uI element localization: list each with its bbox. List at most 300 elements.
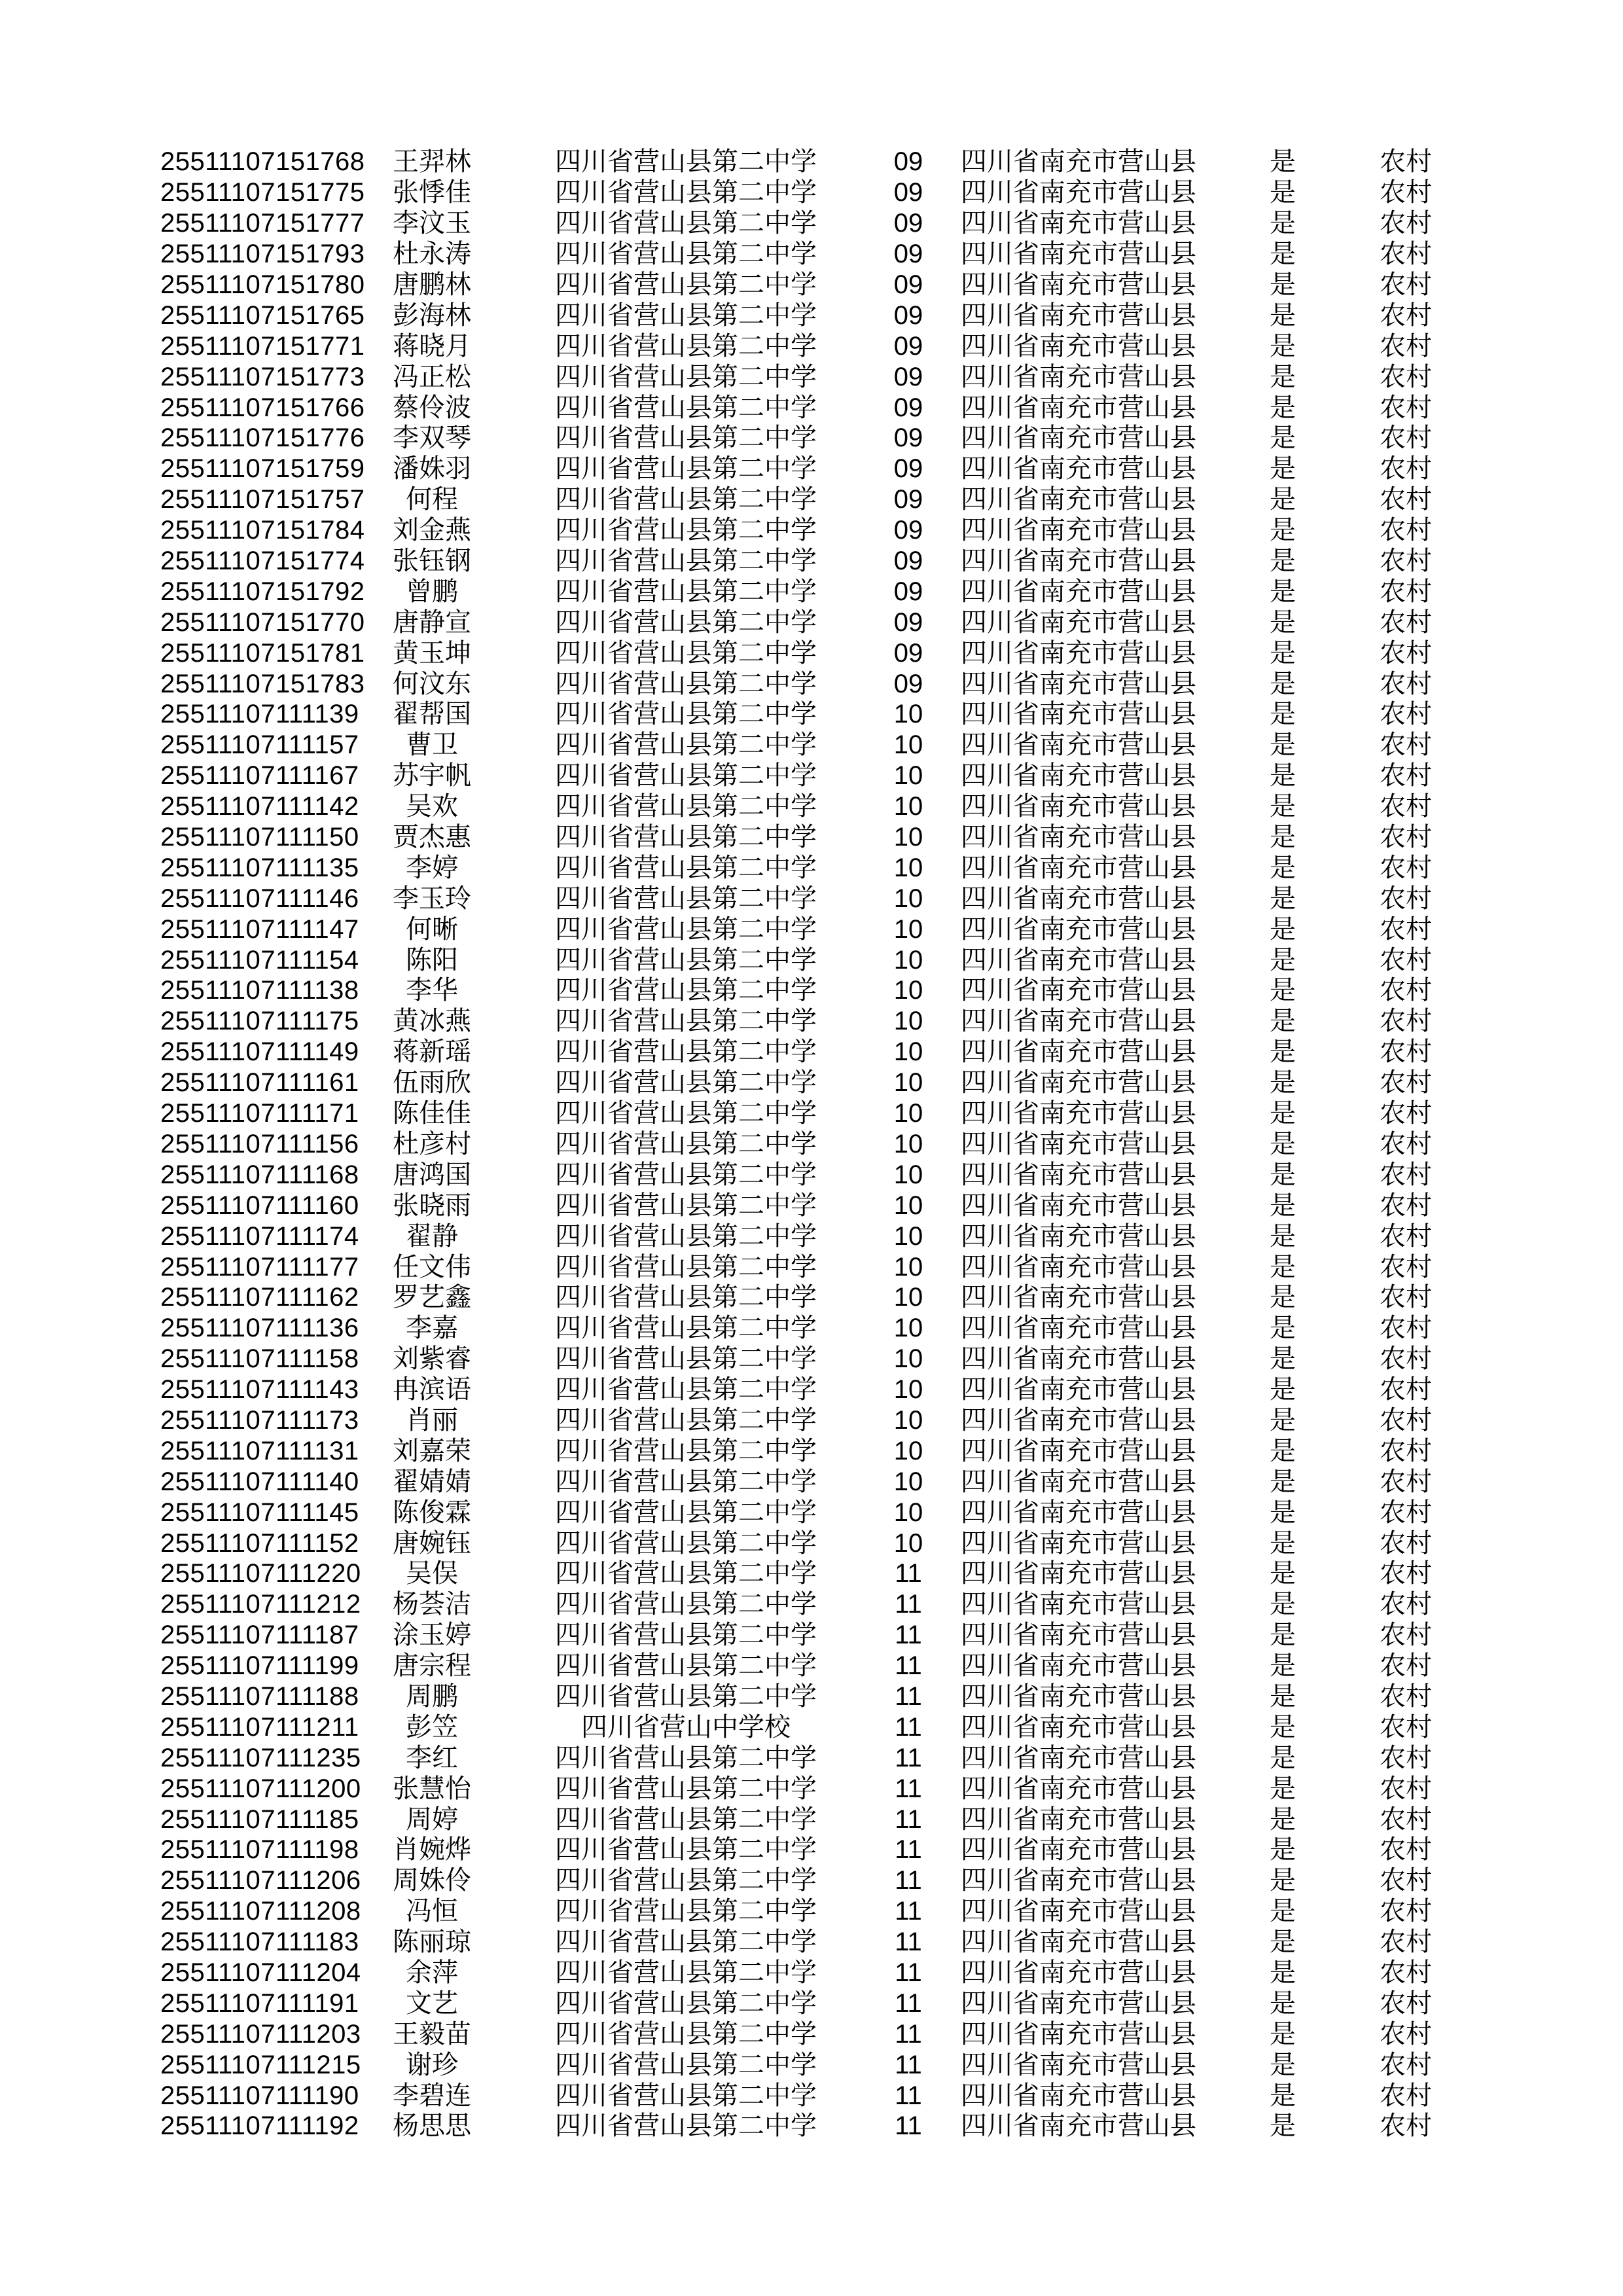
cell-school: 四川省营山县第二中学	[555, 516, 817, 545]
cell-school: 四川省营山县第二中学	[555, 1651, 817, 1681]
table-row	[0, 699, 1623, 730]
cell-exam-id: 25511107111146	[160, 884, 359, 913]
cell-district: 四川省南充市营山县	[961, 270, 1196, 299]
cell-student-name: 刘金燕	[393, 516, 471, 545]
table-row	[0, 515, 1623, 546]
cell-grade-code: 11	[895, 1928, 922, 1957]
cell-area-type: 农村	[1380, 1375, 1432, 1405]
cell-student-name: 唐静宣	[393, 607, 471, 637]
cell-grade-code: 10	[893, 1405, 923, 1435]
cell-grade-code: 09	[893, 607, 923, 637]
cell-district: 四川省南充市营山县	[961, 1007, 1196, 1036]
cell-grade-code: 09	[893, 638, 923, 668]
cell-student-name: 陈俊霖	[393, 1498, 471, 1527]
table-row	[0, 730, 1623, 761]
cell-school: 四川省营山县第二中学	[555, 607, 817, 637]
cell-district: 四川省南充市营山县	[961, 547, 1196, 576]
cell-school: 四川省营山县第二中学	[555, 547, 817, 576]
cell-school: 四川省营山中学校	[581, 1712, 791, 1742]
cell-area-type: 农村	[1380, 761, 1432, 791]
cell-grade-code: 10	[893, 1436, 923, 1465]
cell-district: 四川省南充市营山县	[961, 1590, 1196, 1619]
cell-school: 四川省营山县第二中学	[555, 1375, 817, 1405]
cell-area-type: 农村	[1380, 1007, 1432, 1036]
cell-grade-code: 09	[893, 393, 923, 422]
cell-area-type: 农村	[1380, 1037, 1432, 1067]
cell-school: 四川省营山县第二中学	[555, 1804, 817, 1834]
cell-residence-flag: 是	[1270, 1621, 1296, 1650]
cell-student-name: 唐鸿国	[393, 1160, 471, 1189]
cell-school: 四川省营山县第二中学	[555, 1681, 817, 1711]
cell-student-name: 杜彦村	[393, 1129, 471, 1158]
cell-student-name: 陈丽琼	[393, 1928, 471, 1957]
cell-area-type: 农村	[1380, 1897, 1432, 1926]
cell-district: 四川省南充市营山县	[961, 1804, 1196, 1834]
cell-residence-flag: 是	[1270, 1651, 1296, 1681]
cell-residence-flag: 是	[1270, 761, 1296, 791]
cell-school: 四川省营山县第二中学	[555, 945, 817, 975]
cell-district: 四川省南充市营山县	[961, 2019, 1196, 2049]
cell-grade-code: 10	[893, 853, 923, 882]
cell-school: 四川省营山县第二中学	[555, 1252, 817, 1282]
cell-school: 四川省营山县第二中学	[555, 976, 817, 1005]
cell-grade-code: 11	[895, 1897, 922, 1926]
cell-district: 四川省南充市营山县	[961, 147, 1196, 177]
cell-grade-code: 10	[893, 1467, 923, 1496]
cell-grade-code: 10	[893, 1498, 923, 1527]
cell-area-type: 农村	[1380, 1804, 1432, 1834]
cell-area-type: 农村	[1380, 240, 1432, 269]
cell-exam-id: 25511107111174	[160, 1221, 359, 1251]
cell-student-name: 肖丽	[406, 1405, 458, 1435]
cell-school: 四川省营山县第二中学	[555, 1467, 817, 1496]
table-row	[0, 1221, 1623, 1251]
cell-grade-code: 11	[895, 1866, 922, 1895]
cell-school: 四川省营山县第二中学	[555, 884, 817, 913]
cell-school: 四川省营山县第二中学	[555, 1743, 817, 1772]
cell-area-type: 农村	[1380, 1712, 1432, 1742]
cell-student-name: 任文伟	[393, 1252, 471, 1282]
cell-residence-flag: 是	[1270, 1712, 1296, 1742]
table-row	[0, 484, 1623, 515]
cell-grade-code: 10	[893, 1191, 923, 1220]
table-row	[0, 177, 1623, 208]
cell-exam-id: 25511107111220	[160, 1559, 361, 1588]
cell-district: 四川省南充市营山县	[961, 976, 1196, 1005]
cell-exam-id: 25511107111190	[160, 2081, 359, 2110]
cell-area-type: 农村	[1380, 1528, 1432, 1558]
cell-grade-code: 09	[893, 423, 923, 453]
table-row	[0, 1896, 1623, 1927]
cell-residence-flag: 是	[1270, 1252, 1296, 1282]
cell-exam-id: 25511107151771	[160, 331, 365, 361]
cell-student-name: 刘紫睿	[393, 1344, 471, 1374]
cell-residence-flag: 是	[1270, 1436, 1296, 1465]
cell-exam-id: 25511107111156	[160, 1129, 359, 1158]
cell-residence-flag: 是	[1270, 823, 1296, 852]
cell-grade-code: 11	[895, 1804, 922, 1834]
cell-area-type: 农村	[1380, 853, 1432, 882]
cell-area-type: 农村	[1380, 1559, 1432, 1588]
cell-area-type: 农村	[1380, 1621, 1432, 1650]
cell-residence-flag: 是	[1270, 1314, 1296, 1343]
cell-area-type: 农村	[1380, 2019, 1432, 2049]
cell-area-type: 农村	[1380, 1681, 1432, 1711]
cell-grade-code: 09	[893, 270, 923, 299]
cell-exam-id: 25511107151766	[160, 393, 365, 422]
cell-exam-id: 25511107111138	[160, 976, 359, 1005]
cell-student-name: 曾鹏	[406, 577, 458, 606]
cell-school: 四川省营山县第二中学	[555, 1928, 817, 1957]
cell-grade-code: 09	[893, 209, 923, 238]
cell-district: 四川省南充市营山县	[961, 1897, 1196, 1926]
cell-student-name: 黄玉坤	[393, 638, 471, 668]
table-row	[0, 1927, 1623, 1958]
cell-residence-flag: 是	[1270, 331, 1296, 361]
cell-exam-id: 25511107111162	[160, 1283, 359, 1312]
cell-school: 四川省营山县第二中学	[555, 1528, 817, 1558]
cell-exam-id: 25511107151757	[160, 485, 365, 514]
cell-exam-id: 25511107151768	[160, 147, 365, 177]
cell-residence-flag: 是	[1270, 1590, 1296, 1619]
cell-grade-code: 10	[893, 700, 923, 729]
cell-student-name: 吴欢	[406, 792, 458, 821]
cell-residence-flag: 是	[1270, 393, 1296, 422]
cell-residence-flag: 是	[1270, 1528, 1296, 1558]
cell-school: 四川省营山县第二中学	[555, 730, 817, 760]
cell-school: 四川省营山县第二中学	[555, 1160, 817, 1189]
cell-grade-code: 11	[895, 1681, 922, 1711]
table-row	[0, 852, 1623, 883]
cell-student-name: 陈佳佳	[393, 1099, 471, 1128]
cell-residence-flag: 是	[1270, 607, 1296, 637]
cell-residence-flag: 是	[1270, 1283, 1296, 1312]
cell-district: 四川省南充市营山县	[961, 1866, 1196, 1895]
cell-area-type: 农村	[1380, 331, 1432, 361]
cell-residence-flag: 是	[1270, 1774, 1296, 1803]
cell-exam-id: 25511107111149	[160, 1037, 359, 1067]
cell-district: 四川省南充市营山县	[961, 1099, 1196, 1128]
cell-student-name: 翟帮国	[393, 700, 471, 729]
cell-district: 四川省南充市营山县	[961, 300, 1196, 330]
cell-residence-flag: 是	[1270, 1375, 1296, 1405]
table-row	[0, 300, 1623, 331]
cell-student-name: 唐鹏林	[393, 270, 471, 299]
cell-exam-id: 25511107111158	[160, 1344, 359, 1374]
cell-student-name: 蔡伶波	[393, 393, 471, 422]
cell-exam-id: 25511107151759	[160, 454, 365, 484]
cell-school: 四川省营山县第二中学	[555, 669, 817, 698]
cell-student-name: 蒋新瑶	[393, 1037, 471, 1067]
cell-grade-code: 11	[895, 1590, 922, 1619]
cell-area-type: 农村	[1380, 607, 1432, 637]
cell-school: 四川省营山县第二中学	[555, 1129, 817, 1158]
cell-school: 四川省营山县第二中学	[555, 300, 817, 330]
cell-grade-code: 10	[893, 1252, 923, 1282]
cell-exam-id: 25511107111211	[160, 1712, 359, 1742]
cell-residence-flag: 是	[1270, 270, 1296, 299]
cell-grade-code: 10	[893, 1344, 923, 1374]
cell-area-type: 农村	[1380, 1988, 1432, 2018]
table-row	[0, 1159, 1623, 1190]
cell-district: 四川省南充市营山县	[961, 1528, 1196, 1558]
cell-residence-flag: 是	[1270, 2019, 1296, 2049]
cell-area-type: 农村	[1380, 730, 1432, 760]
cell-exam-id: 25511107151777	[160, 209, 365, 238]
table-row	[0, 2080, 1623, 2111]
table-row	[0, 883, 1623, 914]
cell-district: 四川省南充市营山县	[961, 2050, 1196, 2079]
cell-residence-flag: 是	[1270, 1958, 1296, 1987]
cell-student-name: 彭笠	[406, 1712, 458, 1742]
cell-student-name: 何晰	[406, 914, 458, 944]
cell-student-name: 李华	[406, 976, 458, 1005]
cell-area-type: 农村	[1380, 1283, 1432, 1312]
cell-exam-id: 25511107151774	[160, 547, 365, 576]
cell-area-type: 农村	[1380, 1774, 1432, 1803]
cell-exam-id: 25511107111136	[160, 1314, 359, 1343]
cell-student-name: 唐宗程	[393, 1651, 471, 1681]
cell-district: 四川省南充市营山县	[961, 669, 1196, 698]
cell-grade-code: 10	[893, 1314, 923, 1343]
cell-school: 四川省营山县第二中学	[555, 423, 817, 453]
table-row	[0, 1313, 1623, 1344]
cell-district: 四川省南充市营山县	[961, 2081, 1196, 2110]
cell-district: 四川省南充市营山县	[961, 1375, 1196, 1405]
cell-grade-code: 11	[895, 1958, 922, 1987]
cell-grade-code: 09	[893, 454, 923, 484]
cell-area-type: 农村	[1380, 147, 1432, 177]
cell-grade-code: 10	[893, 1099, 923, 1128]
table-row	[0, 668, 1623, 699]
cell-district: 四川省南充市营山县	[961, 1160, 1196, 1189]
cell-school: 四川省营山县第二中学	[555, 1621, 817, 1650]
cell-district: 四川省南充市营山县	[961, 1651, 1196, 1681]
cell-area-type: 农村	[1380, 1590, 1432, 1619]
table-row	[0, 1712, 1623, 1742]
cell-student-name: 张晓雨	[393, 1191, 471, 1220]
cell-district: 四川省南充市营山县	[961, 1314, 1196, 1343]
cell-grade-code: 11	[895, 1712, 922, 1742]
cell-school: 四川省营山县第二中学	[555, 1988, 817, 2018]
table-row	[0, 1558, 1623, 1589]
cell-area-type: 农村	[1380, 270, 1432, 299]
cell-exam-id: 25511107111171	[160, 1099, 359, 1128]
cell-district: 四川省南充市营山县	[961, 1252, 1196, 1282]
table-row	[0, 1067, 1623, 1098]
cell-school: 四川省营山县第二中学	[555, 209, 817, 238]
cell-residence-flag: 是	[1270, 1804, 1296, 1834]
cell-grade-code: 09	[893, 516, 923, 545]
cell-exam-id: 25511107111150	[160, 823, 359, 852]
cell-grade-code: 10	[893, 914, 923, 944]
cell-school: 四川省营山县第二中学	[555, 1866, 817, 1895]
table-row	[0, 546, 1623, 577]
cell-student-name: 李碧连	[393, 2081, 471, 2110]
cell-district: 四川省南充市营山县	[961, 853, 1196, 882]
cell-area-type: 农村	[1380, 2111, 1432, 2141]
cell-exam-id: 25511107111135	[160, 853, 359, 882]
cell-residence-flag: 是	[1270, 240, 1296, 269]
cell-exam-id: 25511107111235	[160, 1743, 361, 1772]
table-row	[0, 331, 1623, 361]
table-row	[0, 239, 1623, 270]
student-table	[0, 147, 1623, 2142]
cell-district: 四川省南充市营山县	[961, 792, 1196, 821]
cell-student-name: 贾杰惠	[393, 823, 471, 852]
cell-district: 四川省南充市营山县	[961, 485, 1196, 514]
cell-district: 四川省南充市营山县	[961, 1681, 1196, 1711]
cell-student-name: 张慧怡	[393, 1774, 471, 1803]
cell-area-type: 农村	[1380, 1436, 1432, 1465]
cell-area-type: 农村	[1380, 1314, 1432, 1343]
table-row	[0, 1804, 1623, 1835]
table-row	[0, 1865, 1623, 1896]
table-row	[0, 944, 1623, 975]
cell-grade-code: 09	[893, 547, 923, 576]
cell-grade-code: 09	[893, 362, 923, 391]
cell-residence-flag: 是	[1270, 1928, 1296, 1957]
cell-district: 四川省南充市营山县	[961, 1774, 1196, 1803]
cell-residence-flag: 是	[1270, 1988, 1296, 2018]
cell-district: 四川省南充市营山县	[961, 1191, 1196, 1220]
cell-exam-id: 25511107111188	[160, 1681, 359, 1711]
cell-grade-code: 10	[893, 761, 923, 791]
cell-area-type: 农村	[1380, 454, 1432, 484]
cell-exam-id: 25511107111173	[160, 1405, 359, 1435]
table-row	[0, 423, 1623, 454]
cell-area-type: 农村	[1380, 362, 1432, 391]
table-row	[0, 1374, 1623, 1405]
cell-grade-code: 10	[893, 823, 923, 852]
cell-student-name: 潘姝羽	[393, 454, 471, 484]
cell-school: 四川省营山县第二中学	[555, 1590, 817, 1619]
table-row	[0, 822, 1623, 853]
cell-residence-flag: 是	[1270, 1160, 1296, 1189]
cell-grade-code: 09	[893, 300, 923, 330]
cell-district: 四川省南充市营山县	[961, 761, 1196, 791]
cell-area-type: 农村	[1380, 2081, 1432, 2110]
cell-student-name: 冉滨语	[393, 1375, 471, 1405]
cell-school: 四川省营山县第二中学	[555, 1835, 817, 1865]
cell-grade-code: 09	[893, 147, 923, 177]
table-row	[0, 1190, 1623, 1221]
table-row	[0, 1528, 1623, 1558]
cell-district: 四川省南充市营山县	[961, 823, 1196, 852]
cell-area-type: 农村	[1380, 547, 1432, 576]
cell-student-name: 王羿林	[393, 147, 471, 177]
cell-school: 四川省营山县第二中学	[555, 270, 817, 299]
cell-exam-id: 25511107151773	[160, 362, 365, 391]
cell-student-name: 何程	[406, 485, 458, 514]
cell-district: 四川省南充市营山县	[961, 178, 1196, 207]
cell-school: 四川省营山县第二中学	[555, 1559, 817, 1588]
table-row	[0, 392, 1623, 423]
cell-student-name: 王毅苗	[393, 2019, 471, 2049]
cell-district: 四川省南充市营山县	[961, 1835, 1196, 1865]
cell-district: 四川省南充市营山县	[961, 393, 1196, 422]
cell-student-name: 张悸佳	[393, 178, 471, 207]
cell-exam-id: 25511107151784	[160, 516, 365, 545]
cell-student-name: 罗艺鑫	[393, 1283, 471, 1312]
cell-student-name: 李双琴	[393, 423, 471, 453]
cell-student-name: 曹卫	[406, 730, 458, 760]
cell-residence-flag: 是	[1270, 178, 1296, 207]
cell-student-name: 杜永涛	[393, 240, 471, 269]
cell-exam-id: 25511107151793	[160, 240, 365, 269]
cell-residence-flag: 是	[1270, 1835, 1296, 1865]
table-row	[0, 975, 1623, 1006]
cell-school: 四川省营山县第二中学	[555, 485, 817, 514]
table-row	[0, 1282, 1623, 1313]
cell-exam-id: 25511107111145	[160, 1498, 359, 1527]
cell-exam-id: 25511107111192	[160, 2111, 359, 2141]
table-row	[0, 1589, 1623, 1620]
cell-student-name: 陈阳	[406, 945, 458, 975]
table-row	[0, 1773, 1623, 1804]
cell-exam-id: 25511107151780	[160, 270, 365, 299]
table-row	[0, 2018, 1623, 2049]
cell-student-name: 杨荟洁	[393, 1590, 471, 1619]
table-row	[0, 1681, 1623, 1712]
cell-school: 四川省营山县第二中学	[555, 1007, 817, 1036]
cell-school: 四川省营山县第二中学	[555, 792, 817, 821]
cell-area-type: 农村	[1380, 1467, 1432, 1496]
cell-district: 四川省南充市营山县	[961, 1621, 1196, 1650]
table-row	[0, 1006, 1623, 1037]
cell-residence-flag: 是	[1270, 1743, 1296, 1772]
cell-residence-flag: 是	[1270, 577, 1296, 606]
cell-district: 四川省南充市营山县	[961, 1221, 1196, 1251]
cell-district: 四川省南充市营山县	[961, 331, 1196, 361]
cell-exam-id: 25511107111131	[160, 1436, 359, 1465]
cell-exam-id: 25511107151770	[160, 607, 365, 637]
cell-area-type: 农村	[1380, 1835, 1432, 1865]
cell-area-type: 农村	[1380, 1498, 1432, 1527]
cell-grade-code: 10	[893, 884, 923, 913]
table-row	[0, 1098, 1623, 1129]
table-row	[0, 208, 1623, 239]
cell-area-type: 农村	[1380, 976, 1432, 1005]
cell-student-name: 刘嘉荣	[393, 1436, 471, 1465]
cell-district: 四川省南充市营山县	[961, 1405, 1196, 1435]
cell-grade-code: 10	[893, 976, 923, 1005]
cell-grade-code: 10	[893, 1037, 923, 1067]
cell-district: 四川省南充市营山县	[961, 638, 1196, 668]
cell-residence-flag: 是	[1270, 1221, 1296, 1251]
cell-grade-code: 09	[893, 331, 923, 361]
cell-grade-code: 11	[895, 2111, 922, 2141]
cell-student-name: 涂玉婷	[393, 1621, 471, 1650]
table-row	[0, 1344, 1623, 1374]
cell-exam-id: 25511107111177	[160, 1252, 359, 1282]
cell-area-type: 农村	[1380, 516, 1432, 545]
cell-exam-id: 25511107111204	[160, 1958, 361, 1987]
cell-district: 四川省南充市营山县	[961, 700, 1196, 729]
cell-school: 四川省营山县第二中学	[555, 1099, 817, 1128]
cell-grade-code: 10	[893, 792, 923, 821]
cell-student-name: 蒋晓月	[393, 331, 471, 361]
cell-exam-id: 25511107111154	[160, 945, 359, 975]
cell-residence-flag: 是	[1270, 1191, 1296, 1220]
cell-grade-code: 11	[895, 1559, 922, 1588]
cell-school: 四川省营山县第二中学	[555, 147, 817, 177]
cell-exam-id: 25511107111168	[160, 1160, 359, 1189]
cell-residence-flag: 是	[1270, 1037, 1296, 1067]
cell-student-name: 黄冰燕	[393, 1007, 471, 1036]
table-row	[0, 1037, 1623, 1067]
cell-exam-id: 25511107111212	[160, 1590, 361, 1619]
